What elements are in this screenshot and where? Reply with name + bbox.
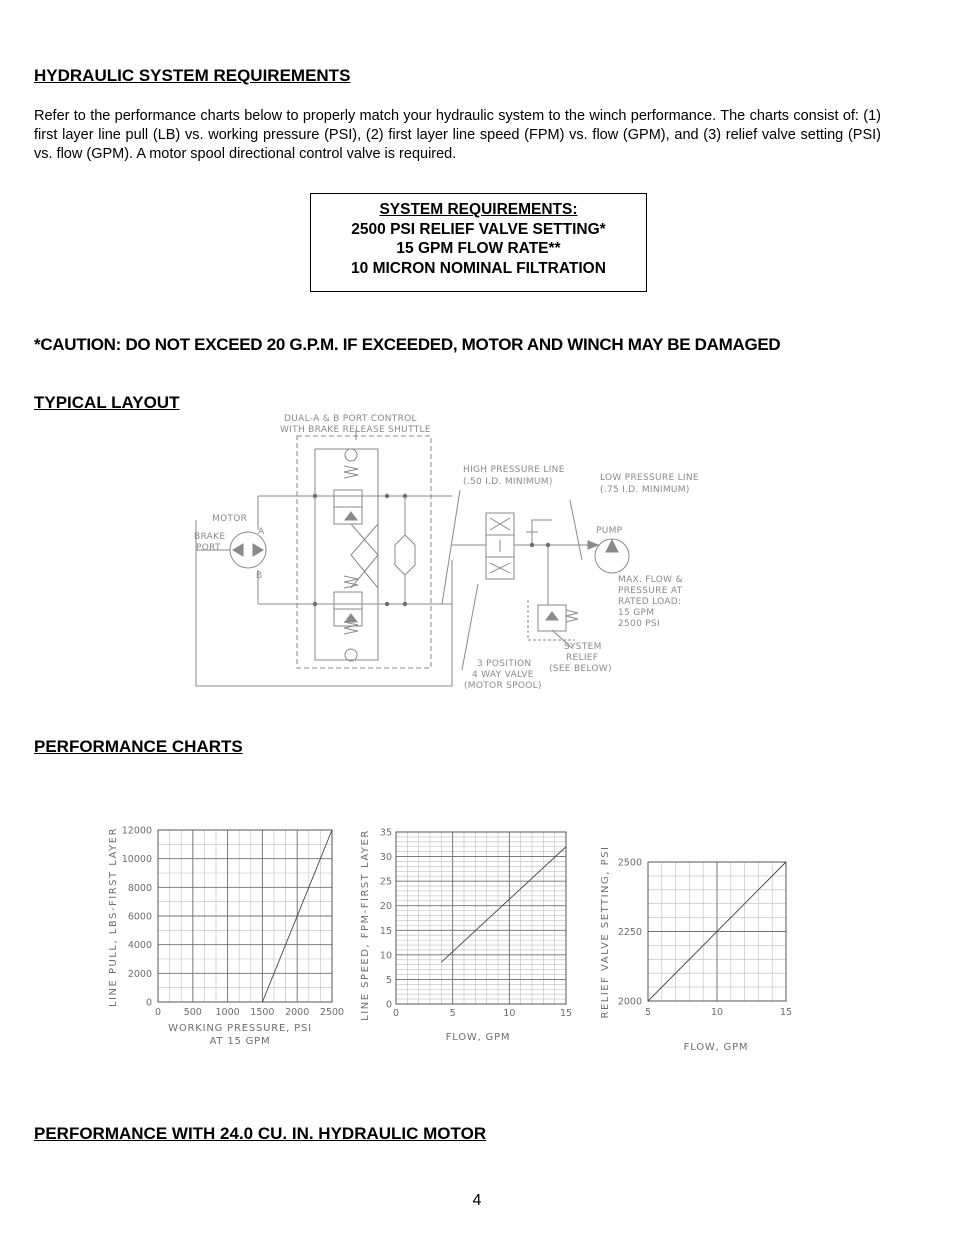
x-tick-label: 10: [503, 1008, 516, 1019]
x-tick-label: 10: [710, 1007, 724, 1018]
y-axis-label: RELIEF VALVE SETTING, PSI: [600, 845, 611, 1019]
layout-label: PUMP: [596, 526, 623, 536]
layout-label: A: [258, 527, 265, 537]
x-tick-label: 5: [449, 1008, 456, 1019]
layout-label: DUAL-A & B PORT CONTROL: [284, 414, 417, 424]
x-tick-label: 1500: [250, 1007, 275, 1018]
y-tick-label: 4000: [127, 940, 152, 952]
y-tick-label: 0: [385, 999, 392, 1011]
y-tick-label: 12000: [121, 825, 152, 837]
heading-charts: PERFORMANCE CHARTS: [34, 737, 243, 756]
caution-text: *CAUTION: DO NOT EXCEED 20 G.P.M. IF EXCEEDED, MOTOR AND WINCH MAY BE DAMAGED: [34, 335, 781, 354]
layout-label: BRAKE: [194, 532, 226, 542]
y-tick-label: 5: [385, 974, 392, 986]
layout-label: WITH BRAKE RELEASE SHUTTLE: [280, 425, 431, 435]
y-tick-label: 8000: [127, 882, 152, 894]
layout-label: (.50 I.D. MINIMUM): [463, 477, 553, 487]
y-tick-label: 10000: [121, 854, 152, 866]
layout-label: 3 POSITION: [477, 659, 532, 669]
hydraulic-layout-diagram: [180, 405, 740, 705]
x-axis-label: WORKING PRESSURE, PSI: [168, 1023, 312, 1034]
x-axis-label-2: AT 15 GPM: [209, 1036, 271, 1047]
heading-motor: PERFORMANCE WITH 24.0 CU. IN. HYDRAULIC MOTOR: [34, 1124, 487, 1143]
y-tick-label: 2000: [617, 996, 642, 1008]
y-tick-label: 20: [379, 901, 392, 913]
x-axis-label: FLOW, GPM: [683, 1042, 749, 1053]
y-axis-label: LINE PULL, LBS-FIRST LAYER: [108, 826, 119, 1008]
x-tick-label: 2500: [319, 1007, 345, 1018]
layout-label: (MOTOR SPOOL): [464, 681, 542, 691]
y-axis-label: LINE SPEED, FPM-FIRST LAYER: [360, 829, 371, 1021]
x-tick-label: 15: [559, 1008, 573, 1019]
y-tick-label: 15: [379, 925, 392, 937]
x-tick-label: 0: [154, 1007, 162, 1018]
y-tick-label: 25: [379, 876, 392, 888]
x-tick-label: 500: [183, 1007, 202, 1018]
layout-label: HIGH PRESSURE LINE: [463, 465, 565, 475]
layout-label: SYSTEM: [564, 642, 602, 652]
heading-hydraulic: HYDRAULIC SYSTEM REQUIREMENTS: [34, 66, 351, 85]
requirements-line: 15 GPM FLOW RATE**: [396, 240, 561, 257]
intro-paragraph: [34, 107, 881, 164]
layout-label: MAX. FLOW &: [618, 575, 683, 585]
page-number: 4: [472, 1192, 482, 1209]
requirements-line: 2500 PSI RELIEF VALVE SETTING*: [351, 220, 606, 238]
layout-label: 15 GPM: [618, 608, 655, 618]
intro-text: Refer to the performance charts below to properly match your hydraulic system to the winch performance. The charts consist of: (1) first layer line pull (LB) vs. working pressure (PSI), (2) first layer line speed (FPM) vs. flow (GPM), and (3) relief valve setting (PSI) vs. flow (GPM). A motor spool directional control valve is required.: [34, 108, 881, 162]
chart-1: [108, 826, 344, 1048]
layout-label: (SEE BELOW): [549, 664, 612, 674]
y-tick-label: 35: [379, 827, 392, 839]
y-tick-label: 30: [379, 852, 392, 864]
y-tick-label: 2000: [127, 968, 152, 980]
x-axis-label: FLOW, GPM: [445, 1032, 511, 1043]
layout-label: PORT: [196, 543, 221, 553]
plot-frame: [396, 832, 566, 1004]
layout-label: (.75 I.D. MINIMUM): [600, 485, 690, 495]
x-tick-label: 0: [392, 1008, 400, 1019]
layout-label: MOTOR: [212, 514, 248, 524]
layout-label: RELIEF: [566, 653, 599, 663]
x-tick-label: 2000: [285, 1007, 310, 1018]
layout-label: B: [256, 571, 263, 581]
layout-label: 4 WAY VALVE: [472, 670, 534, 680]
layout-label: 2500 PSI: [618, 619, 660, 629]
x-tick-label: 15: [779, 1007, 793, 1018]
x-tick-label: 5: [644, 1007, 652, 1018]
requirements-line: 10 MICRON NOMINAL FILTRATION: [351, 259, 606, 277]
x-tick-label: 1000: [215, 1007, 240, 1018]
y-tick-label: 2250: [617, 927, 642, 938]
requirements-title: SYSTEM REQUIREMENTS:: [379, 201, 578, 218]
chart-2: [360, 828, 572, 1044]
chart-3: [600, 846, 792, 1053]
layout-label: LOW PRESSURE LINE: [600, 473, 699, 483]
heading-layout: TYPICAL LAYOUT: [34, 393, 180, 412]
system-requirements-box: [310, 193, 647, 292]
y-tick-label: 6000: [127, 911, 152, 923]
layout-label: RATED LOAD:: [618, 597, 682, 607]
y-tick-label: 2500: [617, 857, 642, 869]
performance-charts: [0, 800, 954, 1070]
y-tick-label: 10: [379, 950, 392, 962]
layout-label: PRESSURE AT: [618, 586, 683, 596]
y-tick-label: 0: [145, 997, 152, 1009]
